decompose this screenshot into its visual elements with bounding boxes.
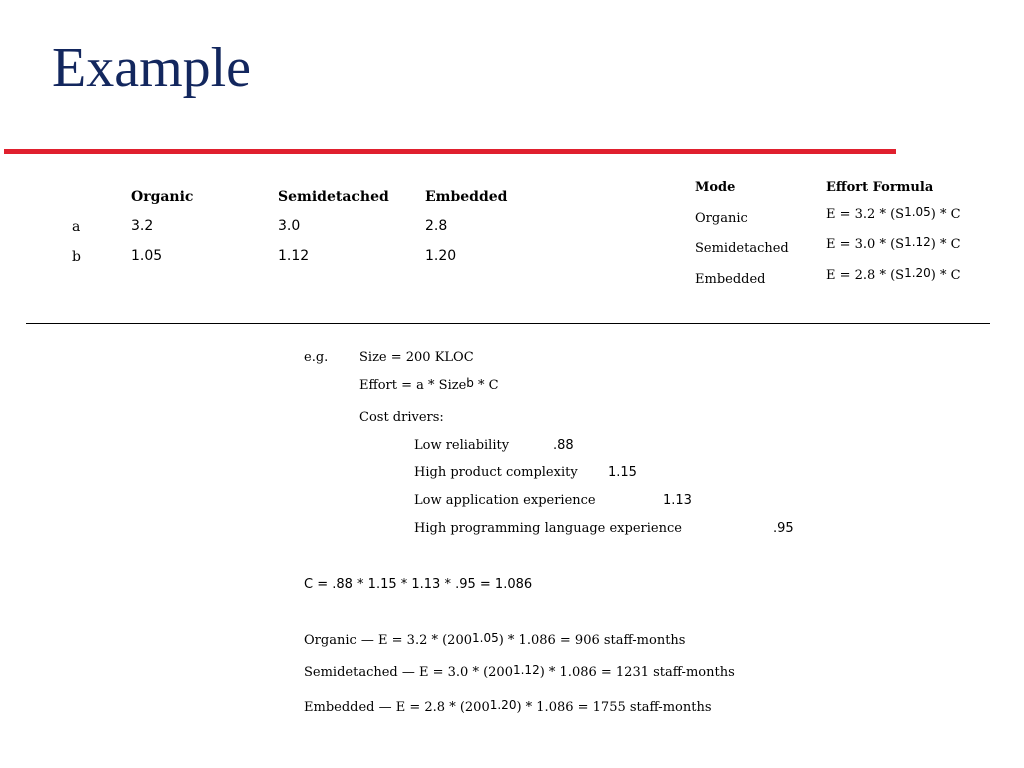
header-embedded: Embedded [425, 189, 508, 205]
row-label-b: b [72, 249, 81, 265]
driver-name: High programming language experience [414, 521, 682, 536]
driver-name: Low reliability [414, 438, 510, 453]
result-semidetached: Semidetached — $E = 3.0 * (200^{1.12}) * 1.086 = 1231$ staff-months [304, 663, 735, 680]
size-line: Size = 200 KLOC [359, 350, 474, 365]
header-effort-formula: Effort Formula [826, 180, 934, 195]
driver-name: Low application experience [414, 493, 596, 508]
cost-drivers-label: Cost drivers: [359, 410, 444, 425]
eg-label: e.g. [304, 350, 329, 365]
result-embedded: Embedded — $E = 2.8 * (200^{1.20}) * 1.086 = 1755$ staff-months [304, 698, 712, 715]
section-divider [26, 323, 990, 324]
cell-a-organic: 3.2 [131, 218, 154, 234]
driver-value: 1.15 [608, 465, 637, 480]
driver-value: .95 [773, 521, 794, 536]
title-divider [4, 149, 896, 154]
mode-embedded: Embedded [695, 272, 766, 287]
cell-b-embedded: 1.20 [425, 248, 457, 264]
mode-organic: Organic [695, 211, 748, 226]
header-organic: Organic [131, 189, 194, 205]
cell-b-organic: 1.05 [131, 248, 163, 264]
formula-organic: $E = 3.2 * (S^{1.05}) * C$ [826, 205, 961, 222]
formula-embedded: $E = 2.8 * (S^{1.20}) * C$ [826, 266, 961, 283]
row-label-a: a [72, 219, 81, 235]
effort-formula-line: Effort = a * Size$^b$ * C [359, 376, 499, 393]
header-semidetached: Semidetached [278, 189, 389, 205]
driver-value: .88 [553, 438, 574, 453]
c-calculation: C = .88 * 1.15 * 1.13 * .95 = 1.086 [304, 577, 533, 592]
header-mode: Mode [695, 180, 736, 195]
slide-title: Example [52, 37, 252, 99]
driver-name: High product complexity [414, 465, 578, 480]
result-organic: Organic — $E = 3.2 * (200^{1.05}) * 1.086 = 906$ staff-months [304, 631, 686, 648]
cell-b-semidetached: 1.12 [278, 248, 310, 264]
driver-value: 1.13 [663, 493, 692, 508]
cell-a-embedded: 2.8 [425, 218, 448, 234]
formula-semidetached: $E = 3.0 * (S^{1.12}) * C$ [826, 235, 961, 252]
mode-semidetached: Semidetached [695, 241, 789, 256]
cell-a-semidetached: 3.0 [278, 218, 301, 234]
